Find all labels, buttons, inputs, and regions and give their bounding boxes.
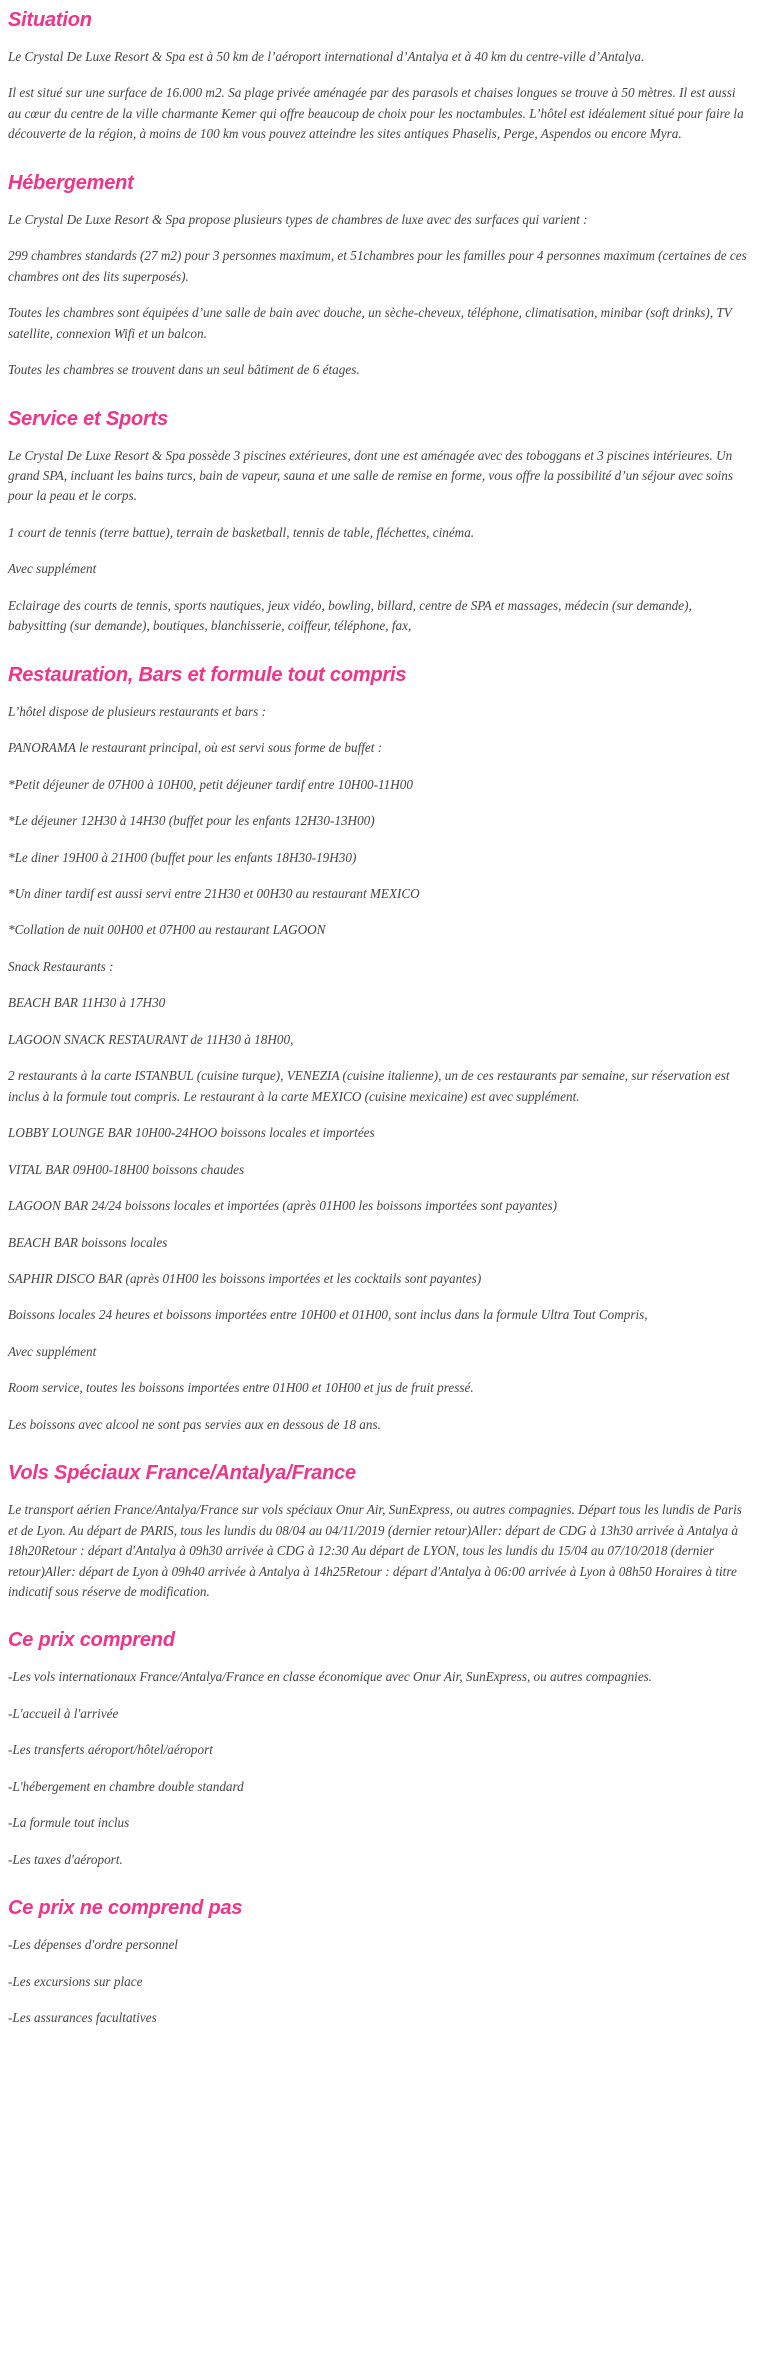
list-item: -Les dépenses d'ordre personnel <box>8 1937 178 1953</box>
paragraph: 1 court de tennis (terre battue), terrain de basketball, tennis de table, fléchettes, cinéma. <box>8 524 475 540</box>
section-restauration <box>8 663 750 1436</box>
paragraph: Toutes les chambres se trouvent dans un seul bâtiment de 6 étages. <box>8 362 360 378</box>
paragraph: LOBBY LOUNGE BAR 10H00-24HOO boissons locales et importées <box>8 1125 375 1141</box>
section-ce-prix-comprend <box>8 1628 750 1870</box>
list-item: -Les excursions sur place <box>8 1973 143 1989</box>
section-title-restauration: Restauration, Bars et formule tout compris <box>8 663 407 686</box>
paragraph: Eclairage des courts de tennis, sports nautiques, jeux vidéo, bowling, billard, centre de SPA et massages, médecin (sur demande), babysitting (sur demande), boutiques, blanchisserie, coiffeur, téléphone, fax, <box>8 597 692 634</box>
paragraph: *Le diner 19H00 à 21H00 (buffet pour les enfants 18H30-19H30) <box>8 849 357 865</box>
paragraph: SAPHIR DISCO BAR (après 01H00 les boissons importées et les cocktails sont payantes) <box>8 1270 482 1286</box>
paragraph: Les boissons avec alcool ne sont pas servies aux en dessous de 18 ans. <box>8 1416 381 1432</box>
list-item: -Les assurances facultatives <box>8 2010 157 2026</box>
paragraph: *Le déjeuner 12H30 à 14H30 (buffet pour les enfants 12H30-13H00) <box>8 813 375 829</box>
paragraph: LAGOON BAR 24/24 boissons locales et importées (après 01H00 les boissons importées sont payantes) <box>8 1198 558 1214</box>
paragraph: PANORAMA le restaurant principal, où est servi sous forme de buffet : <box>8 740 383 756</box>
section-vols-speciaux <box>8 1461 750 1602</box>
list-item: -La formule tout inclus <box>8 1815 130 1831</box>
paragraph: *Petit déjeuner de 07H00 à 10H00, petit déjeuner tardif entre 10H00-11H00 <box>8 776 413 792</box>
paragraph: Avec supplément <box>8 1343 97 1359</box>
paragraph: Le Crystal De Luxe Resort & Spa est à 50 km de l’aéroport international d’Antalya et à 40 km du centre-ville d’Antalya. <box>8 49 645 64</box>
section-title-ce-prix-ne-comprend-pas: Ce prix ne comprend pas <box>8 1897 243 1920</box>
paragraph: Le transport aérien France/Antalya/France sur vols spéciaux Onur Air, SunExpress, ou autres compagnies. Départ tous les lundis de Paris et de Lyon. Au départ de PARIS, tous les lundis du 08/04 au 04/11/2019 (dernier retour)Aller: départ de CDG à 13h30 arrivée à Antalya à 18h20Retour : départ d'Antalya à 09h30 arrivée à CDG à 12:30 Au départ de LYON, tous les lundis du 15/04 au 07/10/2018 (dernier retour)Aller: départ de Lyon à 09h40 arrivée à Antalya à 14h25Retour : départ d'Antalya à 06:00 arrivée à Lyon à 08h50 Horaires à titre indicatif sous réserve de modification. <box>8 1502 742 1600</box>
paragraph: Le Crystal De Luxe Resort & Spa propose plusieurs types de chambres de luxe avec des surfaces qui varient : <box>8 211 588 227</box>
section-title-ce-prix-comprend: Ce prix comprend <box>8 1629 175 1652</box>
paragraph: *Collation de nuit 00H00 et 07H00 au restaurant LAGOON <box>8 922 326 938</box>
paragraph: *Un diner tardif est aussi servi entre 21H30 et 00H30 au restaurant MEXICO <box>8 885 420 901</box>
paragraph: Le Crystal De Luxe Resort & Spa possède 3 piscines extérieures, dont une est aménagée avec des toboggans et 3 piscines intérieures. Un grand SPA, incluant les bains turcs, bain de vapeur, sauna et une salle de remise en forme, vous offre la possibilité d’un séjour avec soins pour la peau et le corps. <box>8 447 733 504</box>
paragraph: BEACH BAR 11H30 à 17H30 <box>8 995 166 1011</box>
paragraph: Il est situé sur une surface de 16.000 m2. Sa plage privée aménagée par des parasols et chaises longues se trouve à 50 mètres. Il est aussi au cœur du centre de la ville charmante Kemer qui offre beaucoup de choix pour les noctambules. L’hôtel est idéalement situé pour faire la découverte de la région, à moins de 100 km vous pouvez atteindre les sites antiques Phaselis, Perge, Aspendos ou encore Myra. <box>8 85 744 142</box>
list-item: -Les taxes d'aéroport. <box>8 1851 123 1867</box>
list-item: -Les vols internationaux France/Antalya/France en classe économique avec Onur Air, SunExpress, ou autres compagnies. <box>8 1669 653 1685</box>
paragraph: Snack Restaurants : <box>8 958 114 974</box>
section-title-service-sports: Service et Sports <box>8 407 169 430</box>
paragraph: Avec supplément <box>8 561 97 577</box>
list-item: -L'hébergement en chambre double standard <box>8 1778 244 1794</box>
section-hebergement <box>8 171 750 381</box>
section-title-vols-speciaux: Vols Spéciaux France/Antalya/France <box>8 1462 356 1485</box>
paragraph: 2 restaurants à la carte ISTANBUL (cuisine turque), VENEZIA (cuisine italienne), un de ces restaurants par semaine, sur réservation est inclus à la formule tout compris. Le restaurant à la carte MEXICO (cuisine mexicaine) est avec supplément. <box>8 1068 730 1104</box>
paragraph: BEACH BAR boissons locales <box>8 1234 168 1250</box>
paragraph: 299 chambres standards (27 m2) pour 3 personnes maximum, et 51chambres pour les familles pour 4 personnes maximum (certaines de ces chambres ont des lits superposés). <box>8 248 747 284</box>
section-title-hebergement: Hébergement <box>8 171 134 194</box>
section-situation <box>8 8 750 145</box>
paragraph: VITAL BAR 09H00-18H00 boissons chaudes <box>8 1161 245 1177</box>
paragraph: LAGOON SNACK RESTAURANT de 11H30 à 18H00, <box>8 1031 294 1047</box>
list-item: -Les transferts aéroport/hôtel/aéroport <box>8 1742 213 1758</box>
paragraph: Boissons locales 24 heures et boissons importées entre 10H00 et 01H00, sont inclus dans la formule Ultra Tout Compris, <box>8 1307 648 1323</box>
list-item: -L'accueil à l'arrivée <box>8 1705 119 1721</box>
section-ce-prix-ne-comprend-pas <box>8 1896 750 2028</box>
section-service-sports <box>8 407 750 637</box>
paragraph: L’hôtel dispose de plusieurs restaurants et bars : <box>8 703 267 719</box>
paragraph: Room service, toutes les boissons importées entre 01H00 et 10H00 et jus de fruit pressé. <box>8 1380 474 1396</box>
section-title-situation: Situation <box>8 9 92 31</box>
paragraph: Toutes les chambres sont équipées d’une salle de bain avec douche, un sèche-cheveux, téléphone, climatisation, minibar (soft drinks), TV satellite, connexion Wifi et un balcon. <box>8 305 732 341</box>
